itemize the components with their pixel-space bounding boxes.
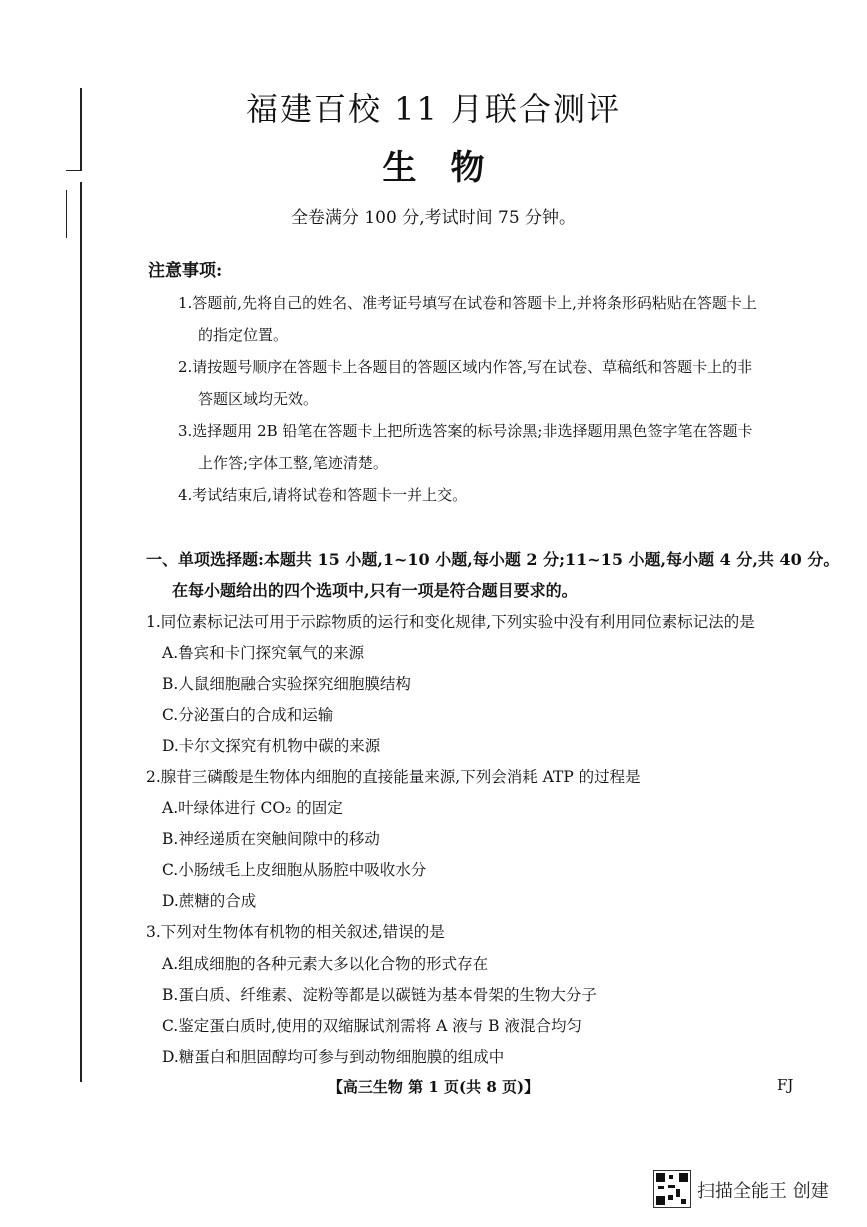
note-item-2-cont: 答题区域均无效。 — [198, 390, 319, 408]
subject-title: 生物 — [382, 148, 519, 188]
question-1-option-c: C.分泌蛋白的合成和运输 — [162, 706, 334, 724]
question-1-stem: 1.同位素标记法可用于示踪物质的运行和变化规律,下列实验中没有利用同位素标记法的是 — [146, 613, 755, 631]
note-item-4: 4.考试结束后,请将试卷和答题卡一并上交。 — [178, 486, 468, 504]
qr-code-icon — [653, 1170, 691, 1208]
question-2-option-d: D.蔗糖的合成 — [162, 892, 257, 910]
question-2-option-c: C.小肠绒毛上皮细胞从肠腔中吸收水分 — [162, 861, 427, 879]
scanner-watermark: 扫描全能王 创建 — [697, 1181, 829, 1202]
binding-line-main — [80, 182, 82, 1082]
question-2-stem: 2.腺苷三磷酸是生物体内细胞的直接能量来源,下列会消耗 ATP 的过程是 — [146, 768, 641, 786]
question-3-stem: 3.下列对生物体有机物的相关叙述,错误的是 — [146, 923, 445, 941]
note-item-1-cont: 的指定位置。 — [198, 326, 289, 344]
notes-heading: 注意事项: — [148, 261, 223, 281]
page-footer: 【高三生物 第 1 页(共 8 页)】 — [327, 1078, 540, 1096]
question-2-option-b: B.神经递质在突触间隙中的移动 — [162, 830, 380, 848]
question-1-option-b: B.人鼠细胞融合实验探究细胞膜结构 — [162, 675, 411, 693]
paper-code: FJ — [777, 1076, 794, 1094]
question-3-option-d: D.糖蛋白和胆固醇均可参与到动物细胞膜的组成中 — [162, 1048, 505, 1066]
page-title: 福建百校 11 月联合测评 — [245, 90, 622, 128]
section-instruction: 在每小题给出的四个选项中,只有一项是符合题目要求的。 — [172, 581, 578, 600]
section-heading: 一、单项选择题:本题共 15 小题,1~10 小题,每小题 2 分;11~15 小题,每小题 4 分,共 40 分。 — [146, 550, 840, 569]
question-3-option-c: C.鉴定蛋白质时,使用的双缩脲试剂需将 A 液与 B 液混合均匀 — [162, 1017, 582, 1035]
exam-info: 全卷满分 100 分,考试时间 75 分钟。 — [290, 208, 577, 228]
note-item-1: 1.答题前,先将自己的姓名、准考证号填写在试卷和答题卡上,并将条形码粘贴在答题卡上 — [178, 294, 757, 312]
question-3-option-a: A.组成细胞的各种元素大多以化合物的形式存在 — [162, 955, 489, 973]
question-3-option-b: B.蛋白质、纤维素、淀粉等都是以碳链为基本骨架的生物大分子 — [162, 986, 597, 1004]
question-2-option-a: A.叶绿体进行 CO₂ 的固定 — [162, 799, 343, 817]
note-item-2: 2.请按题号顺序在答题卡上各题目的答题区域内作答,写在试卷、草稿纸和答题卡上的非 — [178, 358, 753, 376]
note-item-3-cont: 上作答;字体工整,笔迹清楚。 — [198, 454, 388, 472]
question-1-option-a: A.鲁宾和卡门探究氧气的来源 — [162, 644, 365, 662]
note-item-3: 3.选择题用 2B 铅笔在答题卡上把所选答案的标号涂黑;非选择题用黑色签字笔在答题卡 — [178, 422, 753, 440]
question-1-option-d: D.卡尔文探究有机物中碳的来源 — [162, 737, 381, 755]
